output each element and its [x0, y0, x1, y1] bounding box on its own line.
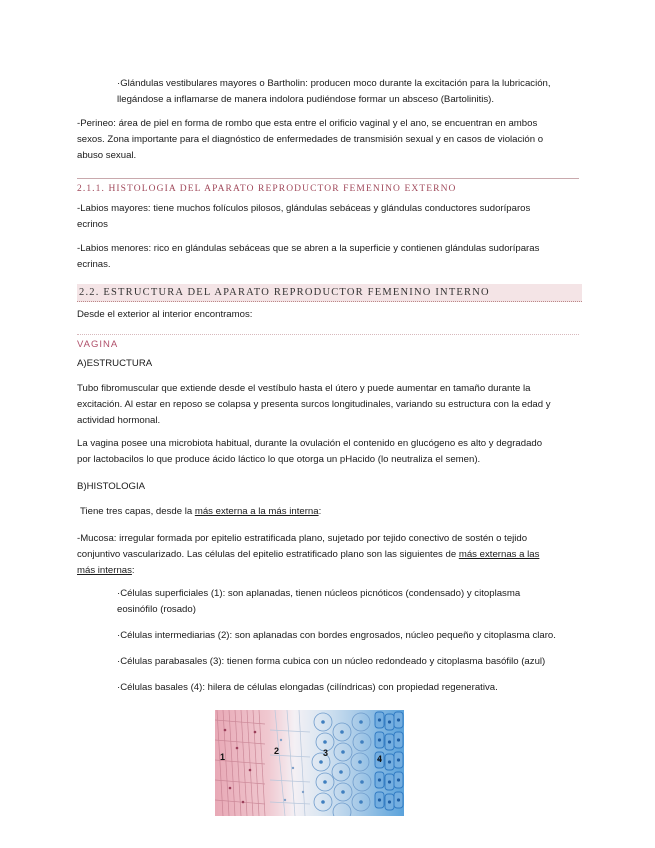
- bullet-bartholin-line1: ·Glándulas vestibulares mayores o Bartholin: producen moco durante la excitación para la lubricación,: [117, 78, 551, 89]
- microbiota-line2: por lactobacilos lo que produce ácido láctico lo que otorga un pHacido (lo neutraliza el semen).: [77, 454, 481, 465]
- mucosa-line2-prefix: conjuntivo vascularizado. Las células del epitelio estratificado plano son las siguientes de: [77, 549, 459, 560]
- bullet-celulas-intermediarias: ·Células intermediarias (2): son aplanadas con bordes engrosados, núcleo pequeño y citoplasma claro.: [117, 630, 556, 641]
- bullet-bartholin: [117, 76, 587, 108]
- tubo-line3: actividad hormonal.: [77, 415, 161, 426]
- mucosa-line3-suffix: :: [131, 565, 135, 576]
- heading-estructura-interno: 2.2. ESTRUCTURA DEL APARATO REPRODUCTOR FEMENINO INTERNO: [77, 284, 582, 302]
- bullet-bartholin-line2: llegándose a inflamarse de manera indolora pudiéndose formar un absceso (Bartolinitis).: [117, 94, 495, 105]
- paragraph-labios-menores: [77, 241, 577, 273]
- paragraph-capas: [80, 504, 321, 520]
- figure-label-4: 4: [377, 754, 383, 764]
- figure-label-2: 2: [274, 746, 280, 756]
- capas-prefix: Tiene tres capas, desde la: [80, 506, 195, 517]
- labios-menores-line2: ecrinas.: [77, 259, 111, 270]
- paragraph-labios-mayores: [77, 201, 577, 233]
- figure-label-3: 3: [323, 748, 329, 758]
- bullet-celulas-superficiales: [117, 586, 587, 618]
- paragraph-mucosa: [77, 531, 577, 579]
- desde-exterior-text: Desde el exterior al interior encontramos:: [77, 309, 253, 320]
- labios-mayores-line2: ecrinos: [77, 219, 108, 230]
- bullet-celulas-basales: ·Células basales (4): hilera de células elongadas (cilíndricas) con propiedad regenerativa.: [117, 682, 498, 693]
- bullet-celulas-parabasales: ·Células parabasales (3): tienen forma cubica con un núcleo redondeado y citoplasma basófilo (azul): [117, 656, 546, 667]
- microbiota-line1: La vagina posee una microbiota habitual, durante la ovulación el contenido en glucógeno es alto y degradado: [77, 438, 543, 449]
- perineo-line2: sexos. Zona importante para el diagnóstico de enfermedades de transmisión sexual y en casos de violación o: [77, 134, 544, 145]
- perineo-line3: abuso sexual.: [77, 150, 137, 161]
- figure-label-1: 1: [220, 752, 226, 762]
- section-a-estructura: A)ESTRUCTURA: [77, 358, 153, 369]
- superficiales-line2: eosinófilo (rosado): [117, 604, 196, 615]
- superficiales-line1: ·Células superficiales (1): son aplanadas, tienen núcleos picnóticos (condensado) y citoplasma: [117, 588, 521, 599]
- epithelium-illustration: [215, 710, 404, 816]
- section-b-histologia: B)HISTOLOGIA: [77, 481, 146, 492]
- tubo-line1: Tubo fibromuscular que extiende desde el vestíbulo hasta el útero y puede aumentar en tamaño durante la: [77, 383, 531, 394]
- capas-suffix: :: [318, 506, 322, 517]
- mucosa-line1: -Mucosa: irregular formada por epitelio estratificada plano, sujetado por tejido conectivo de sostén o tejido: [77, 533, 528, 544]
- mucosa-line2-underlined: más externas a las: [458, 549, 540, 560]
- paragraph-tubo: [77, 381, 577, 429]
- labios-menores-line1: -Labios menores: rico en glándulas sebáceas que se abren a la superficie y contienen glándulas sudoríparas: [77, 243, 540, 254]
- perineo-line1: -Perineo: área de piel en forma de rombo que esta entre el orificio vaginal y el ano, se encuentran en ambos: [77, 118, 538, 129]
- paragraph-microbiota: [77, 436, 577, 468]
- epithelium-histology-image: [215, 710, 404, 816]
- heading-histologia-externo: 2.1.1. HISTOLOGIA DEL APARATO REPRODUCTOR FEMENINO EXTERNO: [77, 178, 579, 194]
- capas-underlined: más externa a la más interna: [194, 506, 319, 517]
- paragraph-perineo: [77, 116, 577, 164]
- heading-vagina: VAGINA: [77, 334, 579, 350]
- labios-mayores-line1: -Labios mayores: tiene muchos folículos pilosos, glándulas sebáceas y glándulas conductores sudoríparos: [77, 203, 531, 214]
- tubo-line2: excitación. Al estar en reposo se colapsa y presenta surcos longitudinales, variando su estructura con la edad y: [77, 399, 551, 410]
- mucosa-line3-underlined: más internas: [77, 565, 132, 576]
